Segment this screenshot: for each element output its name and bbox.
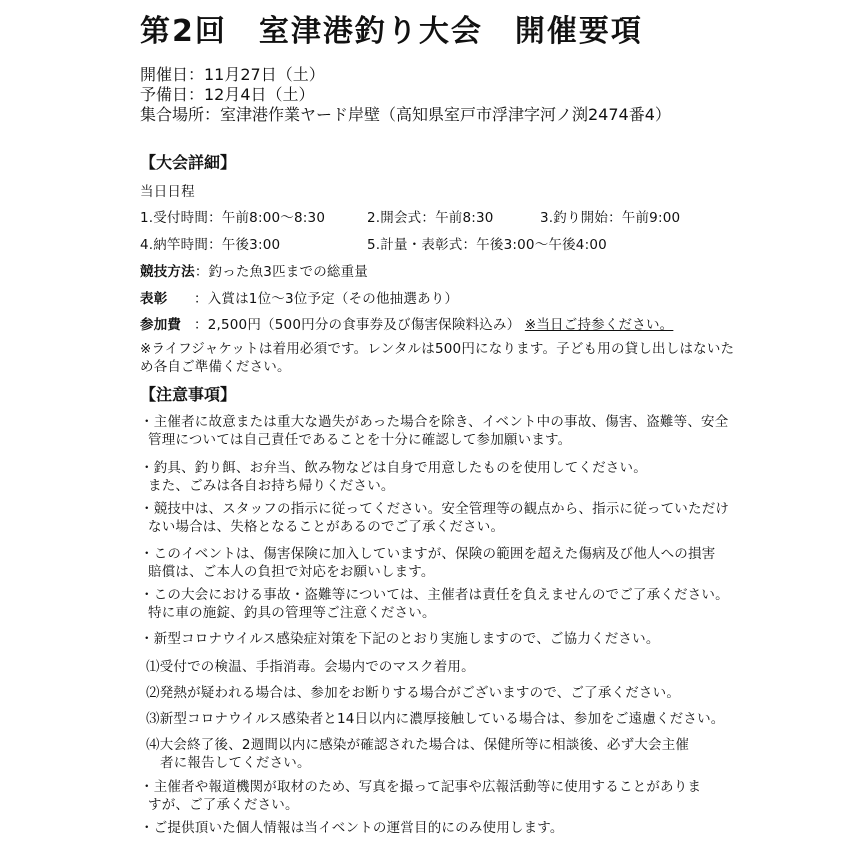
- note-item: ・新型コロナウイルス感染症対策を下記のとおり実施しますので、ご協力ください。: [140, 631, 660, 647]
- lifejacket-note-line2: め各自ご準備ください。: [140, 359, 291, 375]
- covid-item: ⑴受付での検温、手指消毒。会場内でのマスク着用。: [146, 659, 475, 675]
- fee-label: [140, 313, 181, 333]
- note-item: ・主催者に故意または重大な過失があった場合を除き、イベント中の事故、傷害、盗難等、安全: [140, 414, 729, 430]
- fee-label-text: 参加費: [140, 317, 182, 333]
- award-value: ：入賞は1位～3位予定（その他抽選あり）: [194, 291, 459, 307]
- note-item: ・主催者や報道機関が取材のため、写真を撮って記事や広報活動等に使用することがありま: [140, 779, 702, 795]
- schedule-item: 1.受付時間：午前8:00～8:30: [140, 210, 326, 226]
- method-value: ：釣った魚3匹までの総重量: [194, 264, 369, 280]
- notes-heading: 【注意事項】: [140, 385, 237, 404]
- note-item-cont: また、ごみは各自お持ち帰りください。: [148, 478, 395, 494]
- method-row: [140, 260, 368, 280]
- covid-item: ⑵発熱が疑われる場合は、参加をお断りする場合がございますので、ご了承ください。: [146, 685, 681, 701]
- note-item-cont: 特に車の施錠、釣具の管理等ご注意ください。: [148, 605, 436, 621]
- meeting-place: 集合場所：室津港作業ヤード岸壁（高知県室戸市浮津字河ノ渕2474番4）: [140, 105, 671, 124]
- schedule-item: 4.納竿時間：午後3:00: [140, 237, 281, 253]
- schedule-item: 5.計量・表彰式：午後3:00～午後4:00: [367, 237, 607, 253]
- lifejacket-note-line1: ※ライフジャケットは着用必須です。レンタルは500円になります。子ども用の貸し出しはないた: [140, 341, 735, 357]
- fee-value: ：2,500円（500円分の食事券及び傷害保険料込み）: [194, 317, 521, 333]
- covid-item-cont: 者に報告してください。: [160, 755, 311, 771]
- schedule-item: 3.釣り開始：午前9:00: [540, 210, 681, 226]
- award-label-text: 表彰: [140, 291, 168, 307]
- note-item: ・競技中は、スタッフの指示に従ってください。安全管理等の観点から、指示に従っていただけ: [140, 501, 730, 517]
- fee-row: [194, 313, 673, 333]
- reserve-date: 予備日：12月4日（土）: [140, 85, 315, 104]
- method-label: 競技方法: [140, 264, 195, 280]
- event-date: 開催日：11月27日（土）: [140, 65, 325, 84]
- schedule-subheading: 当日日程: [140, 184, 195, 200]
- covid-item: ⑶新型コロナウイルス感染者と14日以内に濃厚接触している場合は、参加をご遠慮ください。: [146, 711, 725, 727]
- note-item-cont: 管理については自己責任であることを十分に確認して参加願います。: [148, 432, 572, 448]
- note-item: ・ご提供頂いた個人情報は当イベントの運営目的にのみ使用します。: [140, 820, 564, 836]
- note-item-cont: 賠償は、ご本人の負担で対応をお願いします。: [148, 564, 435, 580]
- covid-item: ⑷大会終了後、2週間以内に感染が確認された場合は、保健所等に相談後、必ず大会主催: [146, 737, 690, 753]
- fee-note: ※当日ご持参ください。: [524, 317, 674, 333]
- schedule-item: 2.開会式：午前8:30: [367, 210, 494, 226]
- note-item: ・このイベントは、傷害保険に加入していますが、保険の範囲を超えた傷病及び他人への損害: [140, 546, 716, 562]
- details-heading: 【大会詳細】: [140, 153, 237, 172]
- note-item-cont: ない場合は、失格となることがあるのでご了承ください。: [148, 519, 505, 535]
- award-label: [140, 287, 167, 307]
- note-item: ・釣具、釣り餌、お弁当、飲み物などは自身で用意したものを使用してください。: [140, 460, 647, 476]
- page-title: 第2回 室津港釣り大会 開催要項: [140, 14, 643, 49]
- note-item: ・この大会における事故・盗難等については、主催者は責任を負えませんのでご了承ください。: [140, 587, 729, 603]
- note-item-cont: すが、ご了承ください。: [148, 797, 299, 813]
